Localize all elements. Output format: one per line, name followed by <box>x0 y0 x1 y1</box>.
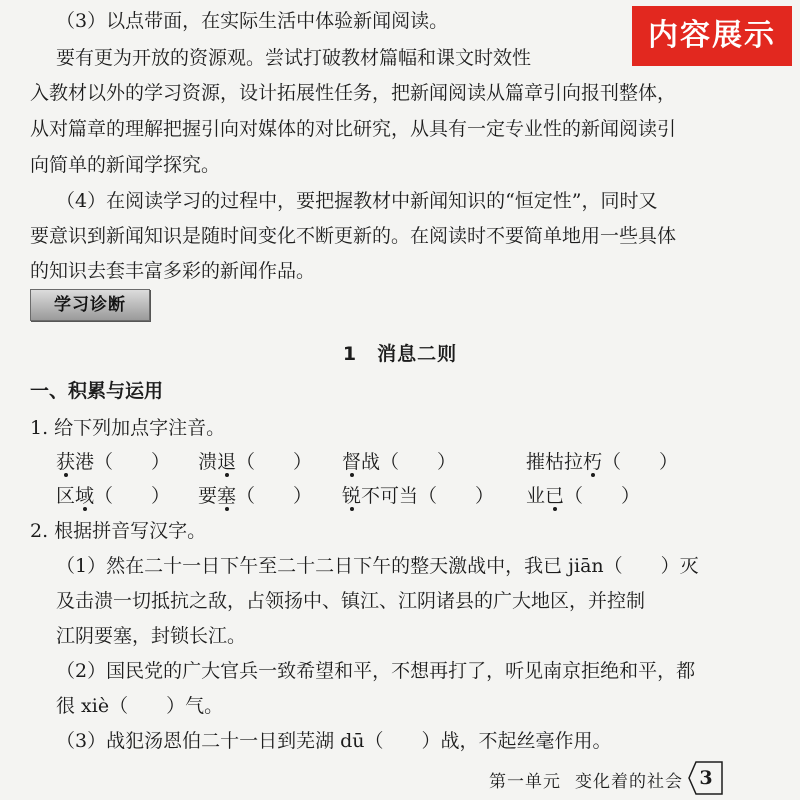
q1-item: 区域（ ） <box>56 485 171 507</box>
footer-unit-label <box>489 767 683 792</box>
q1-item: 督战（ ） <box>342 451 457 473</box>
part1-heading: 一、积累与运用 <box>30 380 164 402</box>
intro-p4-line1: （4）在阅读学习的过程中，要把握教材中新闻知识的“恒定性”，同时又 <box>56 190 658 212</box>
lesson-title: 1 消息二则 <box>342 343 458 365</box>
intro-p3-line5: 向简单的新闻学探究。 <box>30 154 221 176</box>
q2-s1-line2: 及击溃一切抵抗之敌，占领扬中、镇江、江阴诸县的广大地区，并控制 <box>56 590 646 612</box>
intro-p4-line2: 要意识到新闻知识是随时间变化不断更新的。在阅读时不要简单地用一些具体 <box>30 225 677 247</box>
intro-p3-line1: （3）以点带面，在实际生活中体验新闻阅读。 <box>56 10 449 32</box>
intro-p3-line2: 要有更为开放的资源观。尝试打破教材篇幅和课文时效性 <box>56 47 532 69</box>
intro-p4-line3: 的知识去套丰富多彩的新闻作品。 <box>30 260 316 282</box>
q1-prompt: 1. 给下列加点字注音。 <box>30 417 226 439</box>
q1-item: 锐不可当（ ） <box>342 485 495 507</box>
page-number-value: 3 <box>699 767 713 789</box>
section-tag-label: 学习诊断 <box>54 295 126 315</box>
q1-item: 获港（ ） <box>56 451 171 473</box>
q1-item: 摧枯拉朽（ ） <box>526 451 679 473</box>
q2-s1-line3: 江阴要塞，封锁长江。 <box>56 625 247 647</box>
footer-unit: 第一单元 <box>489 772 561 792</box>
q1-item: 业已（ ） <box>526 485 641 507</box>
q2-s1-line1: （1）然在二十一日下午至二十二日下午的整天激战中，我已 jiān（ ）灭 <box>56 555 699 577</box>
intro-p3-line3: 入教材以外的学习资源，设计拓展性任务，把新闻阅读从篇章引向报刊整体， <box>30 82 677 104</box>
q1-item: 溃退（ ） <box>198 451 313 473</box>
intro-p3-line4: 从对篇章的理解把握引向对媒体的对比研究，从具有一定专业性的新闻阅读引 <box>30 118 677 140</box>
q2-s2-line2: 很 xiè（ ）气。 <box>56 695 224 717</box>
q2-s3-line1: （3）战犯汤恩伯二十一日到芜湖 dū（ ）战，不起丝毫作用。 <box>56 730 612 752</box>
q1-item: 要塞（ ） <box>198 485 313 507</box>
footer-topic: 变化着的社会 <box>575 772 683 792</box>
section-tag-learning-diagnosis <box>30 289 150 321</box>
page-number <box>688 760 724 796</box>
content-preview-badge: 内容展示 <box>632 6 792 66</box>
q2-s2-line1: （2）国民党的广大官兵一致希望和平，不想再打了，听见南京拒绝和平，都 <box>56 660 696 682</box>
q2-prompt: 2. 根据拼音写汉字。 <box>30 520 207 542</box>
